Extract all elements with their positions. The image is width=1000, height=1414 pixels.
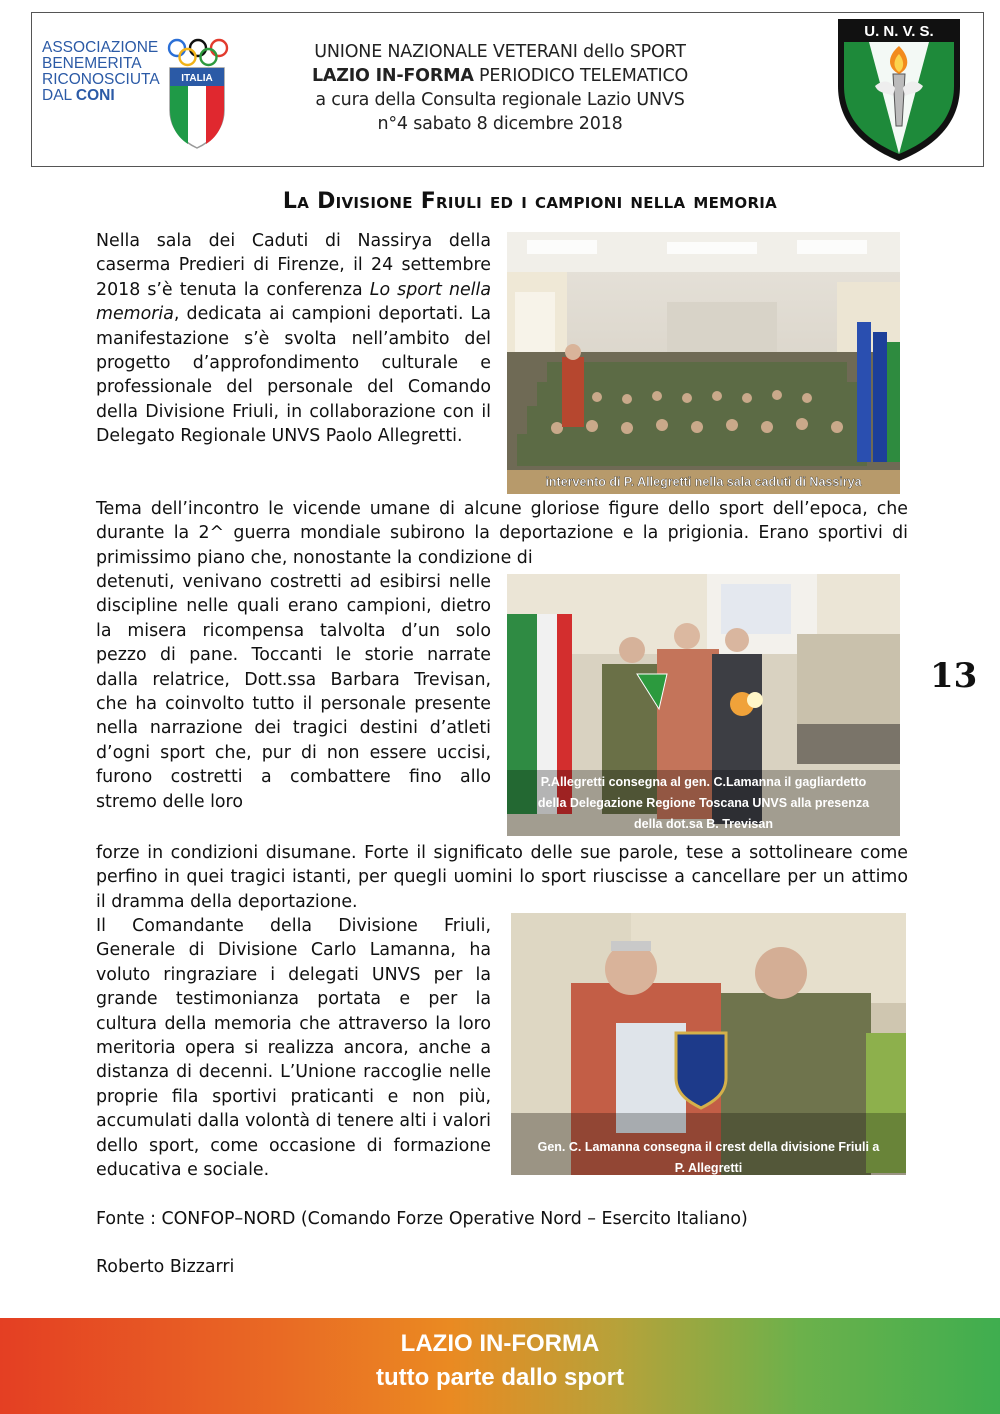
svg-text:U. N. V. S.: U. N. V. S. bbox=[864, 23, 934, 40]
caption-photo-2-line-3: della dot.sa B. Trevisan bbox=[634, 817, 773, 831]
conference-title: Lo sport nella memoria bbox=[96, 279, 491, 325]
italia-shield-icon bbox=[168, 66, 226, 150]
svg-text:ITALIA: ITALIA bbox=[181, 73, 213, 84]
paragraph-2-full: Tema dell’incontro le vicende umane di alcune gloriose figure dello sport dell’epoca, che durante la 2^ guerra mondiale subirono la deportazione e la prigionia. Erano sportivi di primissimo piano che, nonostante la condizione di bbox=[96, 499, 908, 568]
header-line-2: LAZIO IN-FORMA PERIODICO TELEMATICO bbox=[311, 66, 689, 86]
header-line-4: n°4 sabato 8 dicembre 2018 bbox=[377, 114, 623, 134]
coni-association-text bbox=[42, 40, 168, 104]
footer-title: LAZIO IN-FORMA bbox=[400, 1330, 600, 1357]
caption-photo-3-line-1: Gen. C. Lamanna consegna il crest della divisione Friuli a bbox=[537, 1140, 880, 1154]
caption-photo-1: intervento di P. Allegretti nella sala caduti di Nassirya bbox=[545, 475, 862, 489]
caption-photo-3-line-2: P. Allegretti bbox=[674, 1161, 743, 1175]
photo-gagliardetto bbox=[507, 574, 900, 836]
page-number: 13 bbox=[930, 656, 978, 696]
caption-photo-2-line-1: P.Allegretti consegna al gen. C.Lamanna il gagliardetto bbox=[540, 775, 867, 789]
article-title: La Divisione Friuli ed i campioni nella memoria bbox=[282, 189, 778, 214]
assoc-line-2: BENEMERITA bbox=[42, 55, 142, 72]
author: Roberto Bizzarri bbox=[96, 1257, 235, 1277]
olympic-rings-icon bbox=[167, 38, 229, 68]
header-line-1: UNIONE NAZIONALE VETERANI dello SPORT bbox=[314, 42, 686, 62]
header-titles bbox=[240, 40, 760, 136]
unvs-shield-logo bbox=[835, 16, 963, 164]
assoc-line-1: ASSOCIAZIONE bbox=[42, 39, 159, 56]
footer-banner bbox=[0, 1318, 1000, 1414]
coni-label: CONI bbox=[75, 87, 115, 104]
assoc-line-4: DAL CONI bbox=[42, 87, 115, 104]
footer-slogan: tutto parte dallo sport bbox=[376, 1364, 624, 1391]
photo-conference-hall bbox=[507, 232, 900, 494]
caption-photo-2-line-2: della Delegazione Regione Toscana UNVS alla presenza bbox=[537, 796, 870, 810]
assoc-line-3: RICONOSCIUTA bbox=[42, 71, 160, 88]
paragraph-1: Nella sala dei Caduti di Nassirya della caserma Predieri di Firenze, il 24 settembre 2018 s’è tenuta la conferenza Lo sport nella memoria, dedicata ai campioni deportati. La manifestazione s’è svolta nell’ambito del progetto d’approfondimento culturale e professionale del personale del Comando della Divisione Friuli, in collaborazione con il Delegato Regionale UNVS Paolo Allegretti. bbox=[96, 231, 491, 447]
paragraph-3: Il Comandante della Divisione Friuli, Generale di Divisione Carlo Lamanna, ha voluto ringraziare i delegati UNVS per la grande testimonianza portata e per la cultura della memoria che attraverso la loro meritoria opera si realizza ancora, anche a distanza di decenni. L’Unione raccoglie nelle proprie fila sportivi praticanti e non più, accumulati dalla volontà di tenere alti i valori dello sport, come occasione di formazione educativa e sociale. bbox=[96, 916, 491, 1181]
paragraph-2-left: detenuti, venivano costretti ad esibirsi nelle discipline nelle quali erano campioni, dietro la misera ricompensa talvolta d’un solo pezzo di pane. Toccanti le storie narrate dalla relatrice, Dott.ssa Barbara Trevisan, che ha coinvolto tutto il personale presente nella narrazione dei tragici destini d’atleti d’ogni sport che, pur di non essere uccisi, furono costretti a combattere fino allo stremo delle loro bbox=[96, 572, 491, 812]
source-line: Fonte : CONFOP–NORD (Comando Forze Operative Nord – Esercito Italiano) bbox=[96, 1209, 748, 1229]
paragraph-2-continued: forze in condizioni disumane. Forte il significato delle sue parole, tese a sottolineare come perfino in quei tragici istanti, per quegli uomini lo sport riuscisse a cancellare per un attimo il dramma della deportazione. bbox=[96, 843, 908, 912]
header-line-3: a cura della Consulta regionale Lazio UNVS bbox=[315, 90, 685, 110]
photo-crest bbox=[511, 913, 906, 1175]
